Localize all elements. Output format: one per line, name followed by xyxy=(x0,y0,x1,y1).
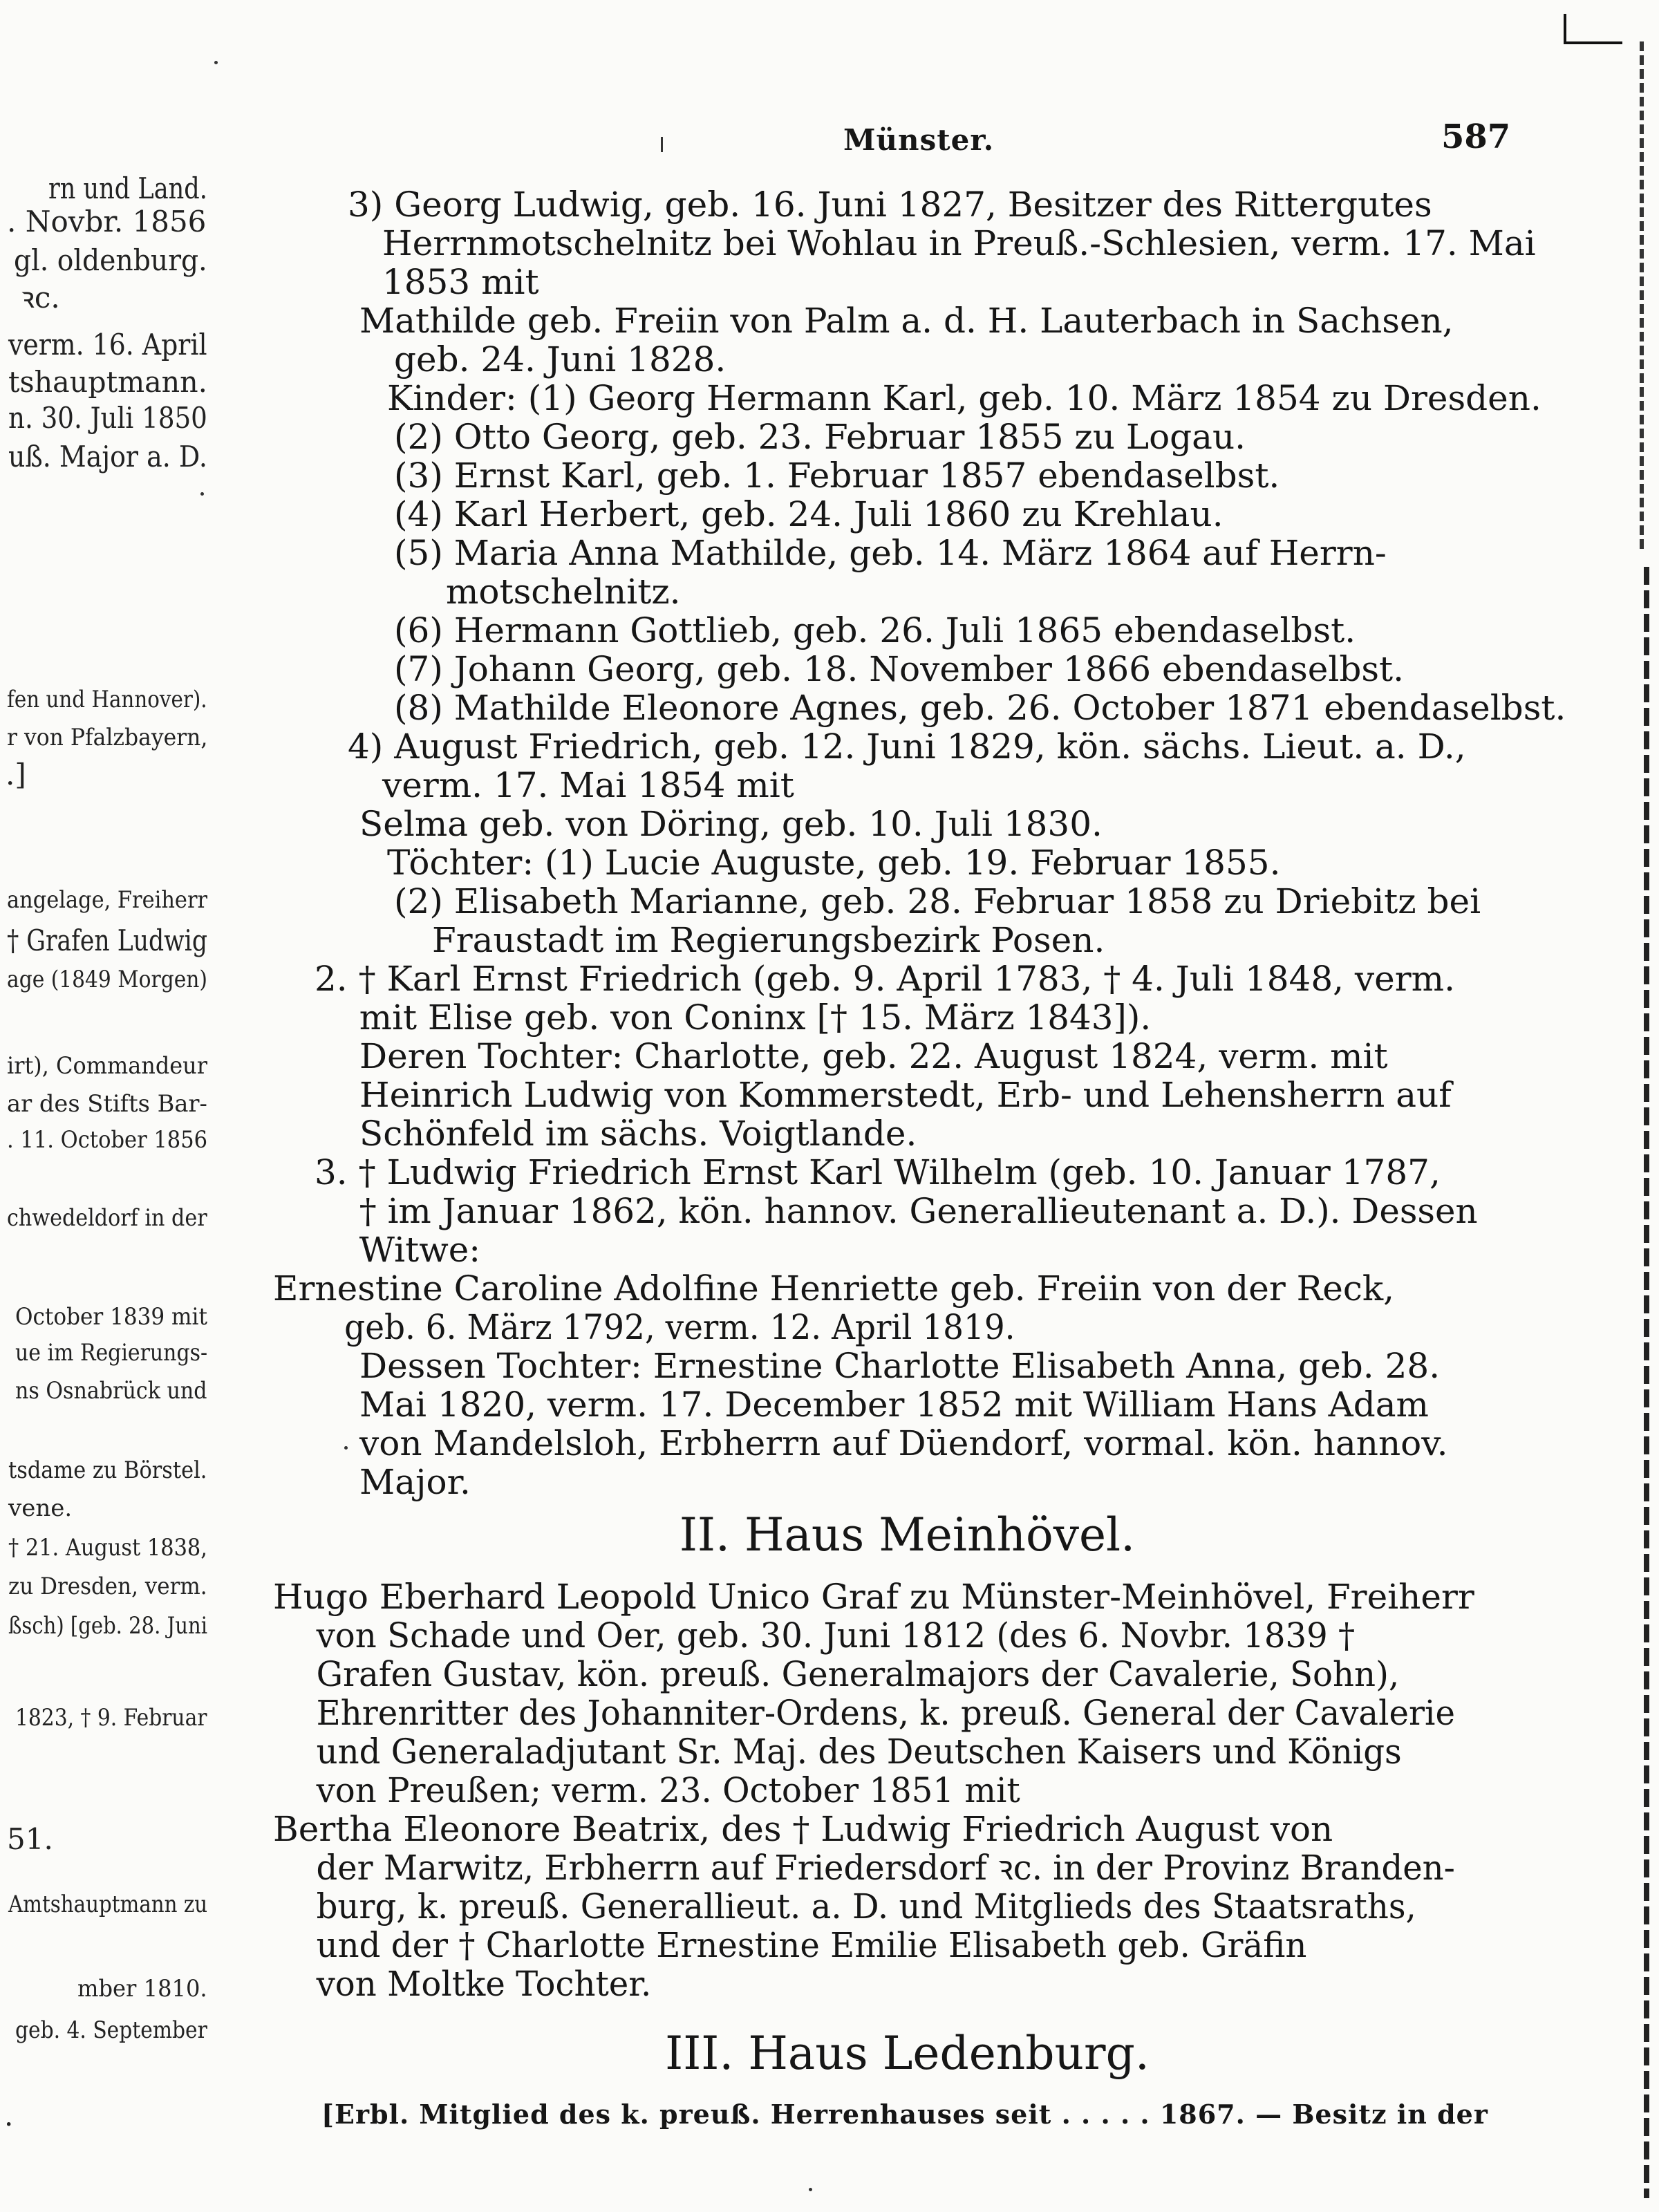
section-heading-meinhoevel: II. Haus Meinhövel. xyxy=(679,1508,1136,1562)
entry-selma xyxy=(315,805,1500,843)
entry-hugo-eberhard xyxy=(273,1577,1500,1810)
entry-ernestine-caroline xyxy=(273,1269,1500,1347)
facing-page-margin xyxy=(0,0,207,2212)
text-line: von Moltke Tochter. xyxy=(316,1964,652,2004)
crop-mark xyxy=(1564,41,1622,44)
text-line: Grafen Gustav, kön. preuß. Generalmajors der Cavalerie, Sohn), xyxy=(316,1654,1400,1694)
facing-fragment: ꝛc. xyxy=(21,281,60,315)
facing-fragment: Amtshauptmann zu xyxy=(8,1891,207,1918)
text-line: von Mandelsloh, Erbherrn auf Düendorf, vormal. kön. hannov. xyxy=(359,1423,1448,1463)
text-line: burg, k. preuß. Generallieut. a. D. und Mitglieds des Staatsraths, xyxy=(316,1886,1416,1927)
text-line: 2. † Karl Ernst Friedrich (geb. 9. April 1783, † 4. Juli 1848, verm. xyxy=(315,959,1455,999)
text-line: 3) Georg Ludwig, geb. 16. Juni 1827, Besitzer des Rittergutes xyxy=(348,185,1432,225)
page-number: 587 xyxy=(1441,118,1511,156)
facing-fragment: tsdame zu Börstel. xyxy=(8,1456,207,1484)
text-line: † im Januar 1862, kön. hannov. Generallieutenant a. D.). Dessen xyxy=(359,1191,1478,1231)
text-line: mit Elise geb. von Coninx [† 15. März 1843]). xyxy=(359,997,1152,1038)
text-line: Mathilde geb. Freiin von Palm a. d. H. Lauterbach in Sachsen, xyxy=(359,301,1454,341)
facing-fragment: ns Osnabrück und xyxy=(15,1377,207,1405)
text-line: Dessen Tochter: Ernestine Charlotte Elisabeth Anna, geb. 28. xyxy=(359,1346,1441,1386)
facing-fragment: † 21. August 1838, xyxy=(8,1534,207,1562)
text-line: (3) Ernst Karl, geb. 1. Februar 1857 ebendaselbst. xyxy=(394,456,1280,496)
text-line: Bertha Eleonore Beatrix, des † Ludwig Friedrich August von xyxy=(273,1809,1333,1849)
speck xyxy=(200,492,204,496)
facing-fragment: 1823, † 9. Februar xyxy=(15,1704,207,1732)
facing-fragment: ßsch) [geb. 28. Juni xyxy=(8,1612,207,1640)
facing-fragment: fen und Hannover). xyxy=(7,686,207,713)
text-line: (4) Karl Herbert, geb. 24. Juli 1860 zu Krehlau. xyxy=(394,494,1224,534)
facing-fragment: n. 30. Juli 1850 xyxy=(8,401,207,435)
text-line: von Schade und Oer, geb. 30. Juni 1812 (des 6. Novbr. 1839 † xyxy=(316,1615,1356,1656)
entry-ernestine-charlotte xyxy=(315,1347,1500,1501)
footnote-line: [Erbl. Mitglied des k. preuß. Herrenhauses seit . . . . . 1867. — Besitz in der xyxy=(321,2099,1488,2130)
facing-fragment: . xyxy=(4,2099,14,2133)
text-line: Deren Tochter: Charlotte, geb. 22. August 1824, verm. mit xyxy=(359,1036,1388,1076)
text-line: Selma geb. von Döring, geb. 10. Juli 1830. xyxy=(359,804,1103,844)
facing-fragment: October 1839 mit xyxy=(15,1303,207,1331)
text-line: und der † Charlotte Ernestine Emilie Elisabeth geb. Gräfin xyxy=(316,1925,1307,1965)
entry-august-friedrich xyxy=(315,727,1500,805)
text-line: 3. † Ludwig Friedrich Ernst Karl Wilhelm (geb. 10. Januar 1787, xyxy=(315,1152,1441,1192)
facing-fragment: gl. oldenburg. xyxy=(14,243,207,277)
text-line: Major. xyxy=(359,1462,471,1502)
facing-fragment: geb. 4. September xyxy=(15,2016,207,2044)
facing-fragment: . Novbr. 1856 xyxy=(7,205,207,238)
page-edge-shadow xyxy=(1640,41,1644,553)
facing-fragment: rn und Land. xyxy=(48,171,207,205)
text-line: geb. 6. März 1792, verm. 12. April 1819. xyxy=(344,1307,1015,1347)
facing-fragment: .] xyxy=(6,758,26,791)
entry-bertha-eleonore xyxy=(273,1810,1500,2003)
text-line: 4) August Friedrich, geb. 12. Juni 1829, kön. sächs. Lieut. a. D., xyxy=(348,727,1466,767)
text-line: Schönfeld im sächs. Voigtlande. xyxy=(359,1114,917,1154)
facing-fragment: r von Pfalzbayern, xyxy=(7,724,207,751)
text-line: (8) Mathilde Eleonore Agnes, geb. 26. October 1871 ebendaselbst. xyxy=(394,688,1566,728)
facing-fragment: mber 1810. xyxy=(77,1975,207,2003)
speck xyxy=(214,61,218,64)
text-line: von Preußen; verm. 23. October 1851 mit xyxy=(316,1770,1020,1810)
text-line: Ernestine Caroline Adolfine Henriette geb. Freiin von der Reck, xyxy=(273,1268,1395,1309)
speck xyxy=(344,1446,348,1450)
text-line: der Marwitz, Erbherrn auf Friedersdorf ꝛc. in der Provinz Branden- xyxy=(316,1848,1455,1888)
text-line: Witwe: xyxy=(359,1230,481,1270)
entry-ludwig-friedrich-ernst xyxy=(315,1153,1500,1269)
text-line: (7) Johann Georg, geb. 18. November 1866 ebendaselbst. xyxy=(394,649,1405,689)
text-line: (2) Elisabeth Marianne, geb. 28. Februar 1858 zu Driebitz bei xyxy=(394,881,1481,921)
text-line: Kinder: (1) Georg Hermann Karl, geb. 10. März 1854 zu Dresden. xyxy=(387,378,1541,418)
facing-fragment: 51. xyxy=(7,1822,53,1856)
text-line: Hugo Eberhard Leopold Unico Graf zu Münster-Meinhövel, Freiherr xyxy=(273,1577,1474,1617)
facing-fragment: † Grafen Ludwig xyxy=(7,924,207,957)
text-line: Mai 1820, verm. 17. December 1852 mit William Hans Adam xyxy=(359,1385,1429,1425)
facing-fragment: tshauptmann. xyxy=(8,365,207,399)
facing-fragment: ue im Regierungs- xyxy=(15,1339,207,1367)
section-heading-ledenburg: III. Haus Ledenburg. xyxy=(665,2027,1150,2080)
text-line: verm. 17. Mai 1854 mit xyxy=(382,765,794,805)
speck xyxy=(809,2188,812,2191)
text-line: 1853 mit xyxy=(382,262,539,302)
text-line: motschelnitz. xyxy=(446,572,681,612)
text-line: Fraustadt im Regierungsbezirk Posen. xyxy=(432,920,1105,960)
main-text-block xyxy=(273,185,1566,2132)
page-edge-shadow xyxy=(1644,567,1649,2198)
text-line: Heinrich Ludwig von Kommerstedt, Erb- und Lehensherrn auf xyxy=(359,1075,1452,1115)
text-line: Ehrenritter des Johanniter-Ordens, k. preuß. General der Cavalerie xyxy=(316,1693,1455,1733)
facing-fragment: zu Dresden, verm. xyxy=(8,1573,207,1600)
facing-fragment: . 11. October 1856 xyxy=(7,1126,207,1154)
print-mark xyxy=(661,137,663,152)
entry-charlotte xyxy=(315,1037,1500,1153)
running-head: Münster. xyxy=(843,123,995,157)
text-line: (2) Otto Georg, geb. 23. Februar 1855 zu Logau. xyxy=(394,417,1246,457)
facing-fragment: age (1849 Morgen) xyxy=(7,966,207,993)
text-line: und Generaladjutant Sr. Maj. des Deutschen Kaisers und Königs xyxy=(316,1732,1402,1772)
daughters-list xyxy=(315,843,1500,959)
facing-fragment: angelage, Freiherr xyxy=(7,886,207,914)
facing-fragment: vene. xyxy=(8,1494,73,1522)
facing-fragment: verm. 16. April xyxy=(8,328,207,362)
facing-fragment: ar des Stifts Bar- xyxy=(7,1090,207,1118)
entry-mathilde xyxy=(315,301,1500,379)
crop-mark xyxy=(1564,14,1566,44)
text-line: (6) Hermann Gottlieb, geb. 26. Juli 1865 ebendaselbst. xyxy=(394,610,1356,650)
facing-fragment: uß. Major a. D. xyxy=(8,440,207,474)
entry-georg-ludwig xyxy=(315,185,1536,302)
children-list xyxy=(315,378,1566,728)
text-line: Herrnmotschelnitz bei Wohlau in Preuß.-Schlesien, verm. 17. Mai xyxy=(382,223,1536,263)
facing-fragment: irt), Commandeur xyxy=(7,1052,207,1080)
text-line: geb. 24. Juni 1828. xyxy=(394,339,727,379)
entry-karl-ernst-friedrich xyxy=(315,959,1500,1037)
text-line: Töchter: (1) Lucie Auguste, geb. 19. Februar 1855. xyxy=(387,843,1281,883)
text-line: (5) Maria Anna Mathilde, geb. 14. März 1864 auf Herrn- xyxy=(394,533,1387,573)
facing-fragment: chwedeldorf in der xyxy=(7,1204,207,1232)
